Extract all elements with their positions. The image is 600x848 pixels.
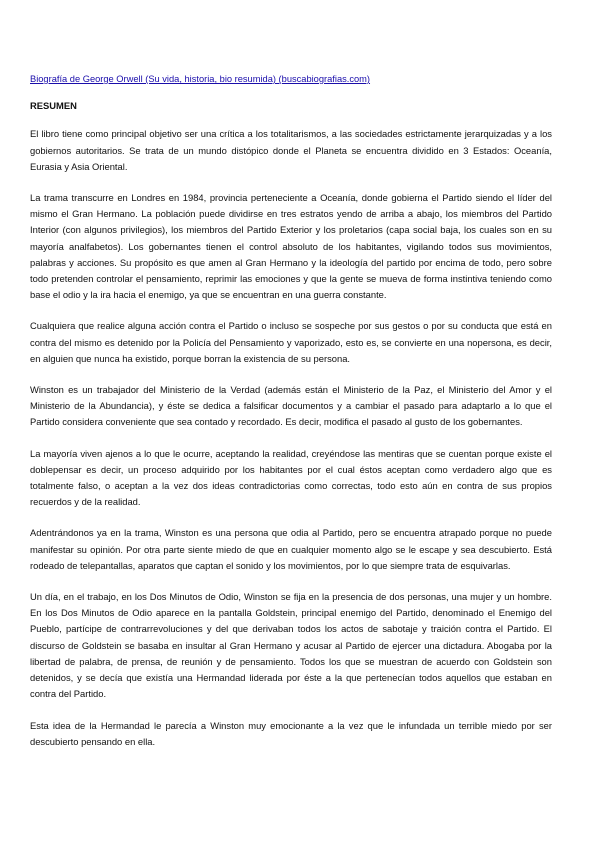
section-heading: RESUMEN <box>30 100 77 112</box>
source-link[interactable]: Biografía de George Orwell (Su vida, historia, bio resumida) (buscabiografias.com) <box>30 74 371 84</box>
paragraph-2: La trama transcurre en Londres en 1984, provincia perteneciente a Oceanía, donde gobierna el Partido siendo el líder del mismo el Gran Hermano. La población puede dividirse en tres estratos yendo de arriba a abajo, los miembros del Partido Interior (con algunos privilegios), los miembros del Partido Exterior y los proletarios (capa social baja, los cuales son en su mayoría analfabetos). Los gobernantes tienen el control absoluto de los habitantes, vigilando todos sus movimientos, palabras y acciones. Su propósito es que amen al Gran Hermano y la ideología del partido por encima de todo, pero sobre todo pretenden controlar el pensamiento, reprimir las emociones y que la gente se mueva de forma instintiva teniendo como base el odio y la ira hacia el enemigo, ya que se encuentran en una guerra constante. <box>30 192 552 301</box>
paragraph-8: Esta idea de la Hermandad le parecía a Winston muy emocionante a la vez que le infundada un terrible miedo por ser descubierto pensando en ella. <box>30 719 552 747</box>
paragraph-4: Winston es un trabajador del Ministerio de la Verdad (además están el Ministerio de la Paz, el Ministerio del Amor y el Ministerio de la Abundancia), y éste se dedica a falsificar documentos y a cambiar el pasado para adaptarlo a lo que el Partido considera conveniente que sea contado y recordado. Es decir, modifica el pasado al gusto de los gobernantes. <box>30 384 552 428</box>
paragraph-3: Cualquiera que realice alguna acción contra el Partido o incluso se sospeche por sus gestos o por su conducta que está en contra del mismo es detenido por la Policía del Pensamiento y vaporizado, esto es, se convierte en una nopersona, es decir, en alguien que nunca ha existido, porque borran la existencia de su persona. <box>30 320 552 364</box>
paragraph-5: La mayoría viven ajenos a lo que le ocurre, aceptando la realidad, creyéndose las mentiras que se cuentan porque existe el doblepensar es decir, un proceso adquirido por los habitantes por el cual éstos aceptan como verdadero algo que es totalmente falso, o aceptan a la vez dos ideas contradictorias como correctas, todo esto aún en contra de sus propios recuerdos y de la realidad. <box>30 447 552 508</box>
paragraph-7: Un día, en el trabajo, en los Dos Minutos de Odio, Winston se fija en la presencia de dos personas, una mujer y un hombre. En los Dos Minutos de Odio aparece en la pantalla Goldstein, principal enemigo del Partido, denominado el Enemigo del Pueblo, partícipe de contrarrevoluciones y del que derivaban todos los actos de sabotaje y traición contra el Partido. El discurso de Goldstein se basaba en insultar al Gran Hermano y acusar al Partido de ejercer una dictadura. Abogaba por la libertad de palabra, de prensa, de reunión y de pensamiento. Todos los que se muestran de acuerdo con Goldstein son detenidos, y se decía que existía una Hermandad liderada por éste a la que pertenecían todos aquellos que estaban en contra del Partido. <box>30 591 552 700</box>
document-body <box>30 71 552 765</box>
paragraph-6: Adentrándonos ya en la trama, Winston es una persona que odia al Partido, pero se encuentra atrapado porque no puede manifestar su opinión. Por otra parte siente miedo de que en cualquier momento algo se le escape y sea descubierto. Está rodeado de telepantallas, aparatos que captan el sonido y los movimientos, por lo que siempre trata de esquivarlas. <box>30 527 552 571</box>
paragraph-1: El libro tiene como principal objetivo ser una crítica a los totalitarismos, a las sociedades estrictamente jerarquizadas y a los gobiernos autoritarios. Se trata de un mundo distópico donde el Planeta se encuentra dividido en 3 Estados: Oceanía, Eurasia y Asia Oriental. <box>30 128 552 172</box>
